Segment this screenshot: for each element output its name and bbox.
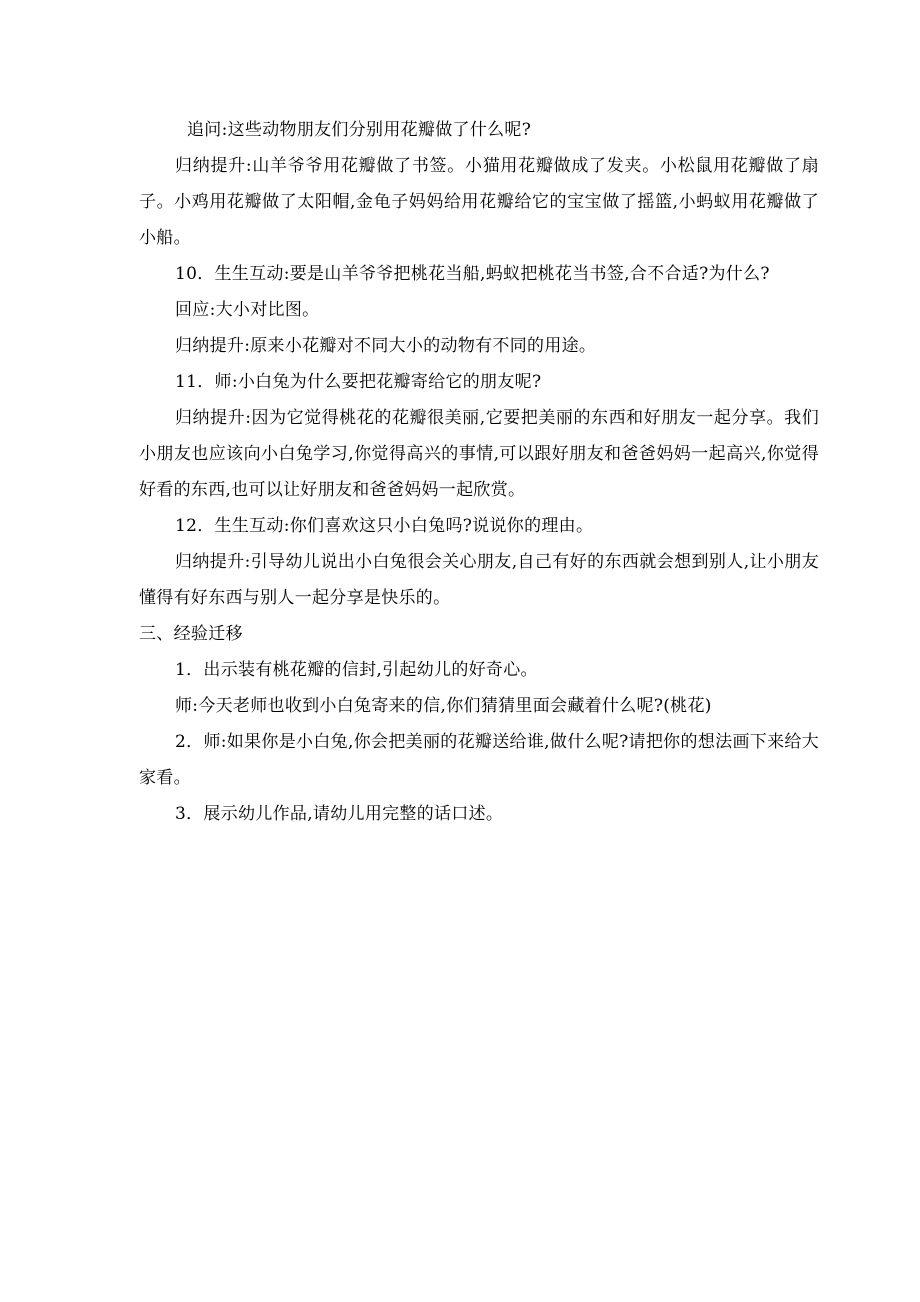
paragraph-step-10: 10．生生互动:要是山羊爷爷把桃花当船,蚂蚁把桃花当书签,合不合适?为什么? — [175, 264, 770, 284]
paragraph-transfer-step-2: 2．师:如果你是小白兔,你会把美丽的花瓣送给谁,做什么呢?请把你的想法画下来给大家看。 — [139, 732, 819, 788]
paragraph-step-11: 11．师:小白兔为什么要把花瓣寄给它的朋友呢? — [175, 372, 542, 392]
paragraph-summary-sharing: 归纳提升:因为它觉得桃花的花瓣很美丽,它要把美丽的东西和好朋友一起分享。我们小朋友也应该向小白兔学习,你觉得高兴的事情,可以跟好朋友和爸爸妈妈一起高兴,你觉得好看的东西,也可以让好朋友和爸爸妈妈一起欣赏。 — [139, 408, 819, 500]
paragraph-step-12: 12．生生互动:你们喜欢这只小白兔吗?说说你的理由。 — [175, 516, 594, 536]
document-body — [139, 112, 819, 832]
paragraph-summary-different-uses: 归纳提升:原来小花瓣对不同大小的动物有不同的用途。 — [175, 336, 597, 356]
paragraph-teacher-letter: 师:今天老师也收到小白兔寄来的信,你们猜猜里面会藏着什么呢?(桃花) — [175, 696, 712, 716]
paragraph-transfer-step-1: 1．出示装有桃花瓣的信封,引起幼儿的好奇心。 — [175, 660, 538, 680]
paragraph-transfer-step-3: 3．展示幼儿作品,请幼儿用完整的话口述。 — [175, 804, 504, 824]
section-heading-experience-transfer: 三、经验迁移 — [139, 624, 243, 644]
paragraph-follow-up-question: 追问:这些动物朋友们分别用花瓣做了什么呢? — [187, 120, 532, 140]
paragraph-response-size-comparison: 回应:大小对比图。 — [175, 300, 320, 320]
paragraph-summary-caring-friends: 归纳提升:引导幼儿说出小白兔很会关心朋友,自己有好的东西就会想到别人,让小朋友懂得有好东西与别人一起分享是快乐的。 — [139, 552, 819, 608]
paragraph-summary-petal-uses: 归纳提升:山羊爷爷用花瓣做了书签。小猫用花瓣做成了发夹。小松鼠用花瓣做了扇子。小鸡用花瓣做了太阳帽,金龟子妈妈给用花瓣给它的宝宝做了摇篮,小蚂蚁用花瓣做了小船。 — [139, 156, 819, 248]
